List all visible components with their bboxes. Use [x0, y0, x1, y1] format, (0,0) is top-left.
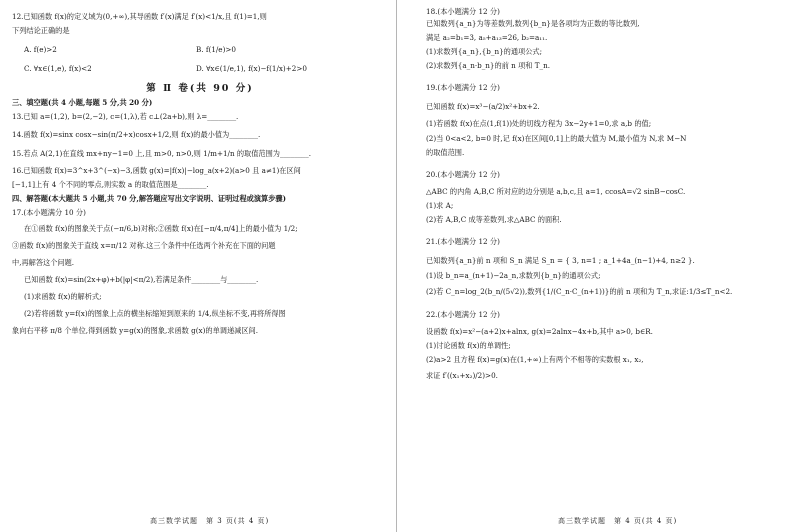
q21-line3: (2)若 C_n=log_2(b_n/(5√2)),数列{1/(C_n·C_(n+1))}的前 n 项和为 T_n,求证:1/3≤T_n<2.	[426, 287, 733, 296]
q17-line4: 已知函数 f(x)=sin(2x+φ)+b(|φ|<π/2),若满足条件________与________.	[24, 275, 259, 284]
left-page	[0, 0, 396, 532]
q17-line2: ③函数 f(x)的图象关于直线 x=π/12 对称.这三个条件中任选两个补充在下面的问题	[12, 241, 276, 250]
page-footer-4: 高三数学试题 第 4 页(共 4 页)	[558, 517, 678, 525]
q19-line1: 已知函数 f(x)=x³−(a/2)x²+bx+2.	[426, 102, 540, 111]
page-divider	[396, 0, 397, 532]
q12-stem-cont: 下列结论正确的是	[12, 26, 70, 35]
question-16-line1: 16.已知函数 f(x)=3^x+3^(−x)−3,函数 g(x)=|f(x)|−log_a(x+2)(a>0 且 a≠1)在区间	[12, 166, 301, 175]
q17-title: 17.(本小题满分 10 分)	[12, 208, 86, 217]
q19-title: 19.(本小题满分 12 分)	[426, 83, 500, 92]
question-14: 14.函数 f(x)=sinx cosx−sin(π/2+x)cosx+1/2,则 f(x)的最小值为________.	[12, 130, 261, 139]
q19-line3: (2)当 0<a<2, b=0 时,记 f(x)在区间[0,1]上的最大值为 M,最小值为 N,求 M−N	[426, 134, 687, 143]
q17-line5: (1)求函数 f(x)的解析式;	[24, 292, 102, 301]
question-16-line2: [−1,1]上有 4 个不同的零点,则实数 a 的取值范围是________.	[12, 180, 209, 189]
q12-stem: 12.已知函数 f(x)的定义域为(0,+∞),其导函数 f′(x)满足 f′(x)<1/x,且 f(1)=1,则	[12, 12, 267, 21]
question-17	[12, 206, 388, 339]
q20-title: 20.(本小题满分 12 分)	[426, 170, 500, 179]
q12-options-row2	[12, 62, 388, 76]
q20-line1: △ABC 的内角 A,B,C 所对应的边分别是 a,b,c,且 a=1, ccosA=√2 sinB−cosC.	[426, 187, 686, 196]
q22-line2: (1)讨论函数 f(x)的单调性;	[426, 341, 511, 350]
q20-line3: (2)若 A,B,C 成等差数列,求△ABC 的面积.	[426, 215, 562, 224]
q18-line1: 已知数列{a_n}为等差数列,数列{b_n}是各项均为正数的等比数列,	[426, 19, 640, 28]
q22-line4: 求证 f′((x₁+x₂)/2)>0.	[426, 371, 498, 380]
question-15: 15.若点 A(2,1)在直线 mx+ny−1=0 上,且 m>0, n>0,则 1/m+1/n 的取值范围为________.	[12, 149, 312, 158]
right-page	[398, 0, 794, 532]
q22-line1: 设函数 f(x)=x²−(a+2)x+alnx, g(x)=2alnx−4x+b,其中 a>0, b∈R.	[426, 327, 653, 336]
q17-line7: 象向右平移 π/8 个单位,得到函数 y=g(x)的图象,求函数 g(x)的单调递减区间.	[12, 326, 259, 335]
q21-line1: 已知数列{a_n}前 n 项和 S_n 满足 S_n = { 3, n=1 ; a_1+4a_(n−1)+4, n≥2 }.	[426, 256, 695, 265]
q22-title: 22.(本小题满分 12 分)	[426, 310, 500, 319]
solve-heading: 四、解答题(本大题共 5 小题,共 70 分,解答题应写出文字说明、证明过程或演算步骤)	[12, 194, 287, 203]
q17-line3: 中,再解答这个问题.	[12, 258, 75, 267]
q18-line4: (2)求数列{a_n·b_n}的前 n 项和 T_n.	[426, 61, 551, 70]
page-footer-3: 高三数学试题 第 3 页(共 4 页)	[150, 517, 270, 525]
q18-line2: 满足 a₂=b₁=3, a₅+a₁₃=26, b₂=a₁₁.	[426, 33, 548, 42]
question-13: 13.已知 a=(1,2), b=(2,−2), c=(1,λ),若 c⊥(2a+b),则 λ=________.	[12, 112, 239, 121]
q19-line4: 的取值范围.	[426, 148, 465, 157]
question-19	[426, 82, 786, 160]
q17-line1: 在①函数 f(x)的图象关于点(−π/6,b)对称;②函数 f(x)在[−π/4,π/4]上的最小值为 1/2;	[24, 224, 298, 233]
fill-in-heading: 三、填空题(共 4 小题,每题 5 分,共 20 分)	[12, 98, 153, 107]
question-12	[12, 10, 388, 76]
q21-line2: (1)设 b_n=a_(n+1)−2a_n,求数列{b_n}的通项公式;	[426, 271, 601, 280]
q12-option-b: B. f(1/e)>0	[196, 45, 236, 54]
question-18	[426, 6, 786, 73]
q12-option-a: A. f(e)>2	[24, 45, 57, 54]
question-20	[426, 169, 786, 227]
q18-line3: (1)求数列{a_n},{b_n}的通项公式;	[426, 47, 543, 56]
q18-title: 18.(本小题满分 12 分)	[426, 7, 500, 16]
q12-option-d: D. ∀x∈(1/e,1), f(x)−f(1/x)+2>0	[196, 64, 307, 73]
q12-option-c: C. ∀x∈(1,e), f(x)<2	[24, 64, 92, 73]
q21-title: 21.(本小题满分 12 分)	[426, 237, 500, 246]
question-22	[426, 309, 786, 384]
q17-line6: (2)若将函数 y=f(x)的图象上点的横坐标缩短到原来的 1/4,纵坐标不变,再将所得图	[24, 309, 286, 318]
question-21	[426, 236, 786, 300]
part2-title: 第 Ⅱ 卷(共 90 分)	[146, 83, 254, 94]
q12-options-row1	[12, 43, 388, 57]
q22-line3: (2)a>2 且方程 f(x)=g(x)在(1,+∞)上有两个不相等的实数根 x₁, x₂,	[426, 355, 644, 364]
q19-line2: (1)若函数 f(x)在点(1,f(1))处的切线方程为 3x−2y+1=0,求 a,b 的值;	[426, 119, 652, 128]
q20-line2: (1)求 A;	[426, 201, 454, 210]
